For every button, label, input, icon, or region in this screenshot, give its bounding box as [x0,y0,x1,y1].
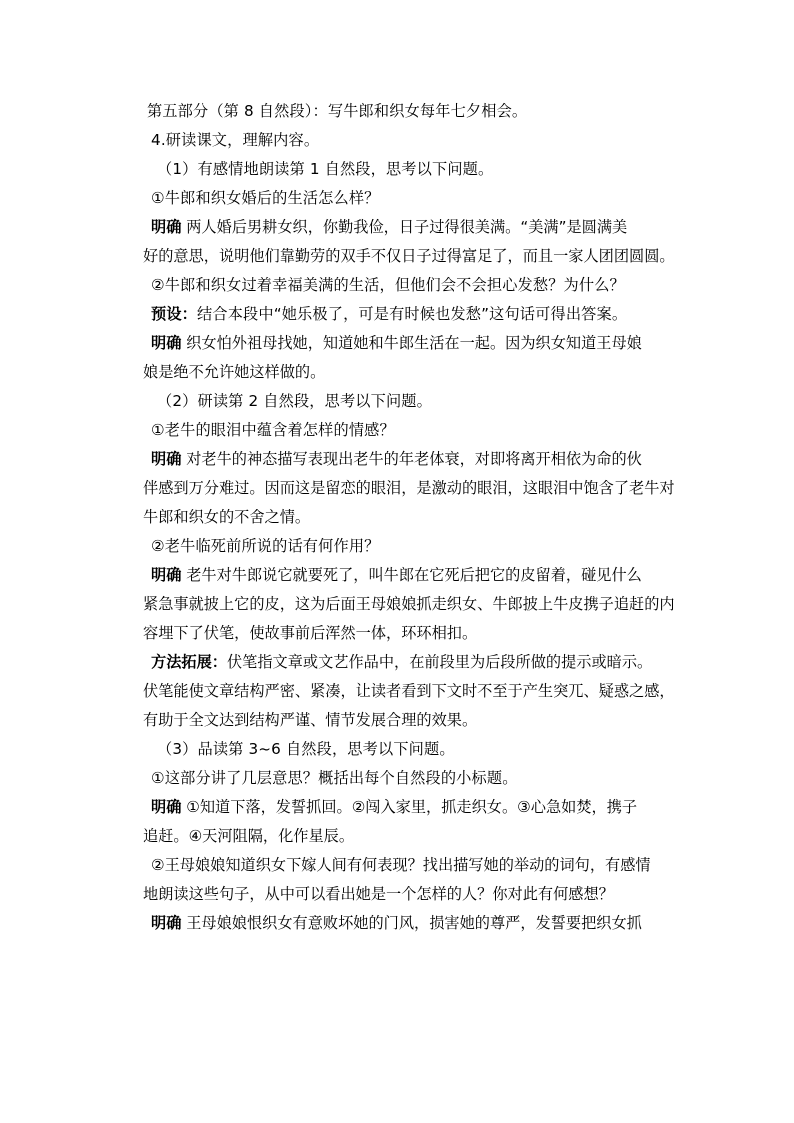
paragraph-q3-sub1 [147,764,680,793]
answer-label: 明确 [151,914,182,932]
preset-label: 预设： [151,305,198,323]
text: 对老牛的神态描写表现出老牛的年老体衰，对即将离开相依为命的伙 [181,450,642,468]
paragraph-method-extension [143,648,680,735]
paragraph-q2-sub2 [147,532,680,561]
text: ②王母娘娘知道织女下嫁人间有何表现？找出描写她的举动的词句，有感情 [151,856,651,874]
text: 牛郎和织女的不舍之情。 [143,508,311,526]
answer-label: 明确 [151,450,182,468]
paragraph-answer-4 [143,561,680,648]
text: ①这部分讲了几层意思？概括出每个自然段的小标题。 [151,769,518,787]
document-body [143,97,680,938]
method-label: 方法拓展： [151,653,227,671]
text: ①老牛的眼泪中蕴含着怎样的情感？ [151,421,395,439]
paragraph-question-2 [147,387,680,416]
text: 结合本段中“她乐极了，可是有时候也发愁”这句话可得出答案。 [197,305,628,323]
text: 伏笔能使文章结构严密、紧凑，让读者看到下文时不至于产生突兀、疑惑之感， [143,682,675,700]
paragraph-answer-6 [147,909,680,938]
text: 伏笔指文章或文艺作品中，在前段里为后段所做的提示或暗示。 [226,653,653,671]
paragraph-answer-2 [143,329,680,387]
text: 王母娘娘恨织女有意败坏她的门风，损害她的尊严，发誓要把织女抓 [181,914,642,932]
paragraph-q1-sub2 [147,271,680,300]
text: 有助于全文达到结构严谨、情节发展合理的效果。 [143,711,478,729]
paragraph-q1-sub1 [147,184,680,213]
paragraph-answer-3 [143,445,680,532]
answer-label: 明确 [151,798,182,816]
paragraph-answer-1 [143,213,680,271]
text: 4.研读课文，理解内容。 [151,131,320,149]
text: ②老牛临死前所说的话有何作用？ [151,537,380,555]
text: 伴感到万分难过。因而这是留恋的眼泪，是激动的眼泪，这眼泪中饱含了老牛对 [143,479,675,497]
answer-label: 明确 [151,566,182,584]
paragraph-answer-5 [143,793,680,851]
paragraph-question-3 [147,735,680,764]
text: 追赶。④天河阻隔，化作星辰。 [143,827,355,845]
answer-label: 明确 [151,334,182,352]
paragraph-question-1 [147,155,680,184]
text: 娘是绝不允许她这样做的。 [143,363,326,381]
text: 两人婚后男耕女织，你勤我俭，日子过得很美满。“美满”是圆满美 [181,218,628,236]
paragraph-part-five [147,97,680,126]
text: ①牛郎和织女婚后的生活怎么样？ [151,189,380,207]
text: （1）有感情地朗读第 1 自然段，思考以下问题。 [157,160,494,178]
text: 地朗读这些句子，从中可以看出她是一个怎样的人？你对此有何感想？ [143,885,614,903]
paragraph-q2-sub1 [147,416,680,445]
answer-label: 明确 [151,218,182,236]
text: 老牛对牛郎说它就要死了，叫牛郎在它死后把它的皮留着，碰见什么 [181,566,642,584]
text: （3）品读第 3~6 自然段，思考以下问题。 [157,740,455,758]
text: （2）研读第 2 自然段，思考以下问题。 [157,392,432,410]
text: ①知道下落，发誓抓回。②闯入家里，抓走织女。③心急如焚，携子 [181,798,638,816]
text: 紧急事就披上它的皮，这为后面王母娘娘抓走织女、牛郎披上牛皮携子追赶的内 [143,595,675,613]
text: 容埋下了伏笔，使故事前后浑然一体，环环相扣。 [143,624,478,642]
text: 好的意思，说明他们靠勤劳的双手不仅日子过得富足了，而且一家人团团圆圆。 [143,247,675,265]
text: 第五部分（第 8 自然段）：写牛郎和织女每年七夕相会。 [147,102,528,120]
paragraph-q3-sub2 [143,851,680,909]
text: ②牛郎和织女过着幸福美满的生活，但他们会不会担心发愁？为什么？ [151,276,625,294]
paragraph-study-heading [147,126,680,155]
paragraph-preset [147,300,680,329]
text: 织女怕外祖母找她，知道她和牛郎生活在一起。因为织女知道王母娘 [181,334,642,352]
